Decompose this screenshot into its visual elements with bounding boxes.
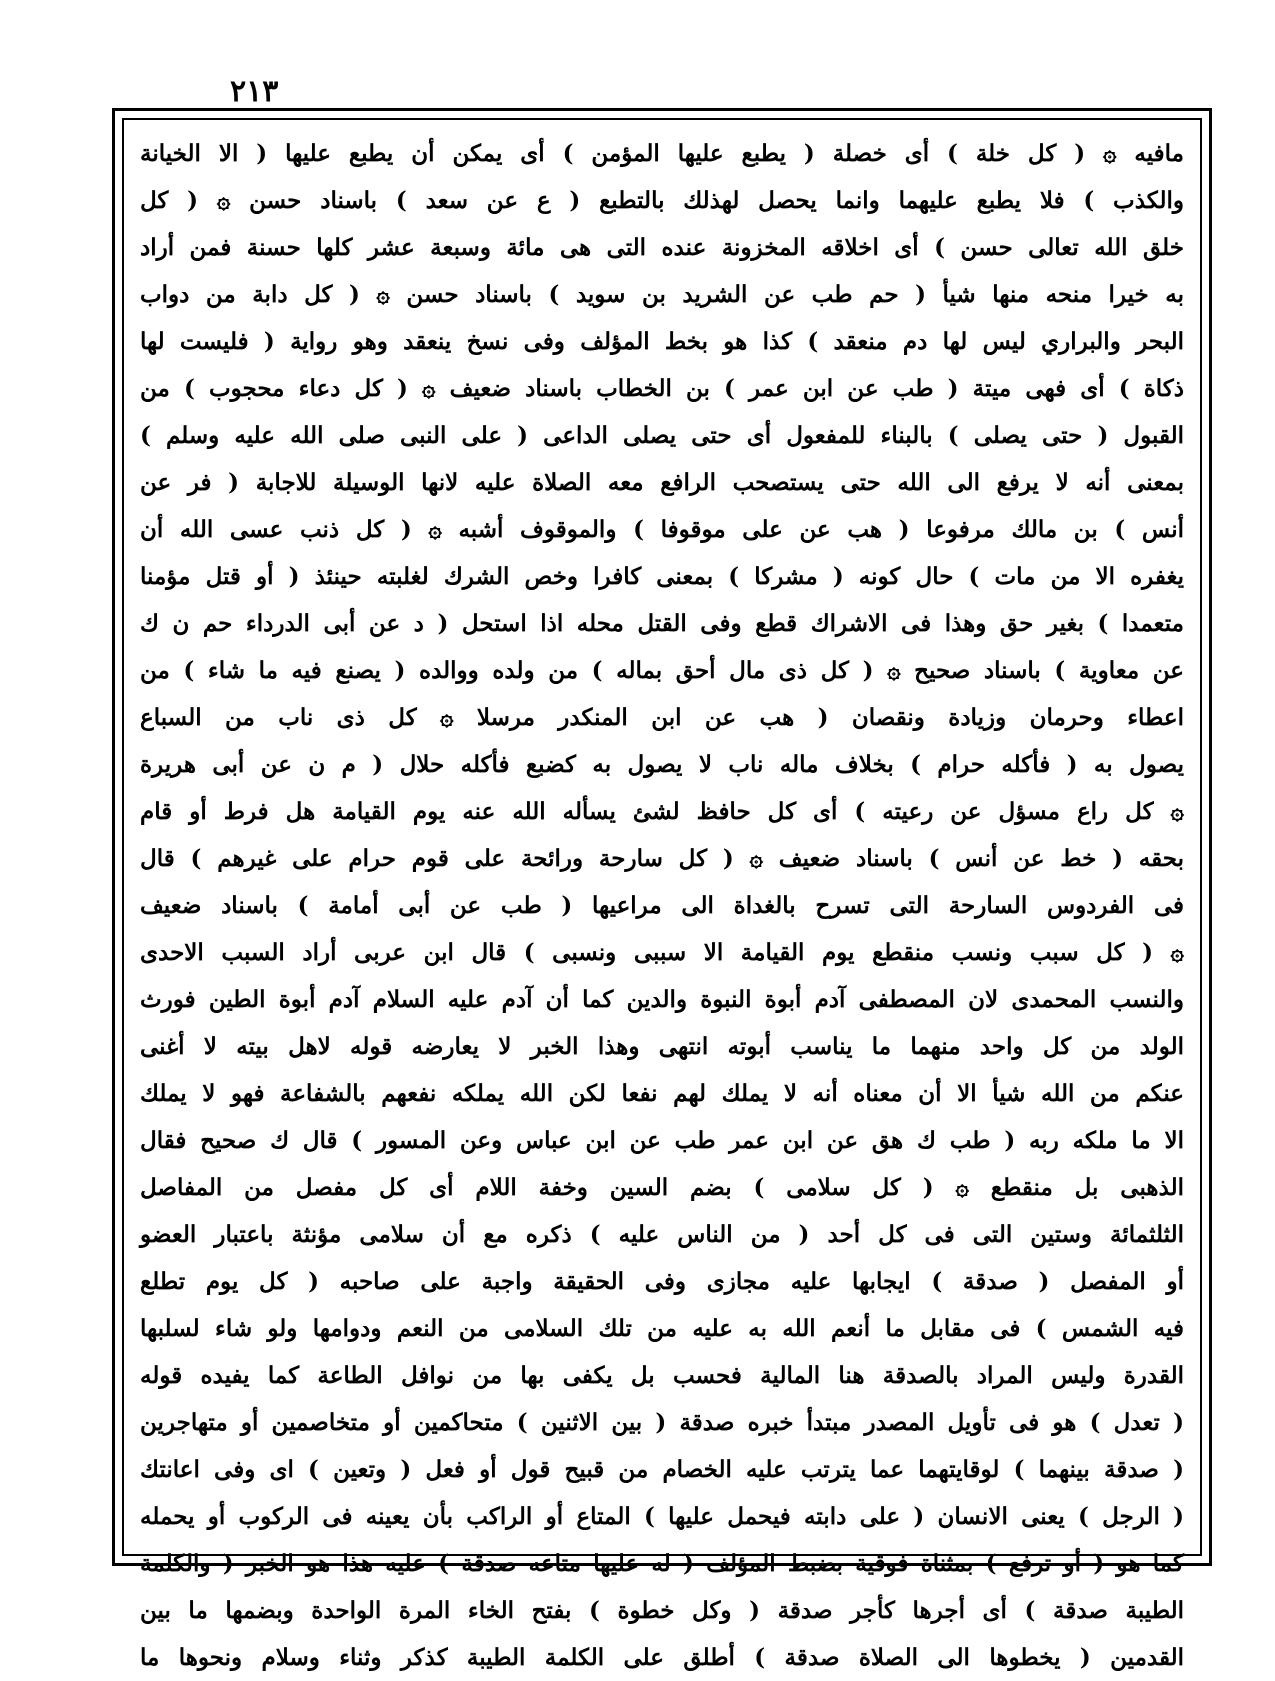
- text-line: مافيه ۞ ( كل خلة ) أى خصلة ( يطبع عليها المؤمن ) أى يمكن أن يطبع عليها ( الا الخيانة: [140, 140, 1184, 167]
- text-block: [140, 130, 1185, 1671]
- page-number: ٢١٣: [230, 74, 279, 109]
- text-line: الطيبة صدقة ) أى أجرها كأجر صدقة ( وكل خطوة ) بفتح الخاء المرة الواحدة وبضمها ما بين: [140, 1597, 1184, 1624]
- text-line: عن معاوية ) باسناد صحيح ۞ ( كل ذى مال أحق بماله ) من ولده ووالده ( يصنع فيه ما شاء ) من: [140, 657, 1184, 684]
- text-line: خلق الله تعالى حسن ) أى اخلاقه المخزونة عنده التى هى مائة وسبعة عشر كلها حسنة فمن أراد: [140, 234, 1184, 261]
- text-line: والنسب المحمدى لان المصطفى آدم أبوة النبوة والدين كما أن آدم عليه السلام آدم أبوة الطين فورث: [140, 986, 1184, 1013]
- text-line: فى الفردوس السارحة التى تسرح بالغداة الى مراعيها ( طب عن أبى أمامة ) باسناد ضعيف: [140, 892, 1184, 919]
- text-line: عنكم من الله شيأ الا أن معناه أنه لا يملك لهم نفعا لكن الله يملكه نفعهم بالشفاعة فهو لا يملك: [140, 1080, 1184, 1107]
- text-line: اعطاء وحرمان وزيادة ونقصان ( هب عن ابن المنكدر مرسلا ۞ كل ذى ناب من السباع: [140, 704, 1184, 731]
- text-line: ( الرجل ) يعنى الانسان ( على دابته فيحمل عليها ) المتاع أو الراكب بأن يعينه فى الركوب أو يحمله: [140, 1503, 1184, 1530]
- text-line: ( تعدل ) هو فى تأويل المصدر مبتدأ خبره صدقة ( بين الاثنين ) متحاكمين أو متخاصمين أو متهاجرين: [140, 1409, 1184, 1436]
- text-line: ۞ كل راع مسؤل عن رعيته ) أى كل حافظ لشئ يسأله الله عنه يوم القيامة هل فرط أو قام: [140, 798, 1184, 825]
- text-line: متعمدا ) بغير حق وهذا فى الاشراك قطع وفى القتل محله اذا استحل ( د عن أبى الدرداء حم ن ك: [140, 610, 1184, 637]
- text-line: يغفره الا من مات ) حال كونه ( مشركا ) بمعنى كافرا وخص الشرك لغلبته حينئذ ( أو قتل مؤمنا: [140, 563, 1184, 590]
- text-line: الذهبى بل منقطع ۞ ( كل سلامى ) بضم السين وخفة اللام أى كل مفصل من المفاصل: [140, 1174, 1184, 1201]
- text-line: والكذب ) فلا يطبع عليهما وانما يحصل لهذلك بالتطبع ( ع عن سعد ) باسناد حسن ۞ ( كل: [140, 187, 1184, 214]
- text-line: أنس ) بن مالك مرفوعا ( هب عن على موقوفا ) والموقوف أشبه ۞ ( كل ذنب عسى الله أن: [140, 516, 1184, 543]
- text-line: أو المفصل ( صدقة ) ايجابها عليه مجازى وفى الحقيقة واجبة على صاحبه ( كل يوم تطلع: [140, 1268, 1184, 1295]
- text-line: الولد من كل واحد منهما ما يناسب أبوته انتهى وهذا الخبر لا يعارضه قوله لاهل بيته لا أغنى: [140, 1033, 1184, 1060]
- text-line: الثلثمائة وستين التى فى كل أحد ( من الناس عليه ) ذكره مع أن سلامى مؤنثة باعتبار العضو: [140, 1221, 1184, 1248]
- text-line: البحر والبراري ليس لها دم منعقد ) كذا هو بخط المؤلف وفى نسخ ينعقد وهو رواية ( فليست لها: [140, 328, 1184, 355]
- text-line: الا ما ملكه ربه ( طب ك هق عن ابن عمر طب عن ابن عباس وعن المسور ) قال ك صحيح فقال: [140, 1127, 1184, 1154]
- text-line: ۞ ( كل سبب ونسب منقطع يوم القيامة الا سببى ونسبى ) قال ابن عربى أراد السبب الاحدى: [140, 939, 1184, 966]
- text-line: به خيرا منحه منها شيأ ( حم طب عن الشريد بن سويد ) باسناد حسن ۞ ( كل دابة من دواب: [140, 281, 1184, 308]
- text-line: ( صدقة بينهما ) لوقايتهما عما يترتب عليه الخصام من قبيح قول أو فعل ( وتعين ) اى وفى اعانتك: [140, 1456, 1184, 1483]
- text-line: بحقه ( خط عن أنس ) باسناد ضعيف ۞ ( كل سارحة ورائحة على قوم حرام على غيرهم ) قال: [140, 845, 1184, 872]
- text-line: القدمين ( يخطوها الى الصلاة صدقة ) أطلق على الكلمة الطيبة كذكر وثناء وسلام ونحوها ما: [140, 1644, 1184, 1671]
- text-line: القدرة وليس المراد بالصدقة هنا المالية فحسب بل يكفى بها من نوافل الطاعة كما يفيده قوله: [140, 1362, 1184, 1389]
- text-line: ذكاة ) أى فهى ميتة ( طب عن ابن عمر ) بن الخطاب باسناد ضعيف ۞ ( كل دعاء محجوب ) من: [140, 375, 1184, 402]
- text-line: فيه الشمس ) فى مقابل ما أنعم الله به عليه من تلك السلامى من النعم ودوامها ولو شاء لسلبها: [140, 1315, 1185, 1342]
- text-line: يصول به ( فأكله حرام ) بخلاف ماله ناب لا يصول به كضبع فأكله حلال ( م ن عن أبى هريرة: [140, 751, 1184, 778]
- text-line: كما هو ( أو ترفع ) بمثناة فوقية بضبط المؤلف ( له عليها متاعه صدقة ) عليه هذا هو الخبر ( والكلمة: [140, 1550, 1184, 1577]
- text-line: القبول ( حتى يصلى ) بالبناء للمفعول أى حتى يصلى الداعى ( على النبى صلى الله عليه وسلم ): [140, 422, 1184, 449]
- text-line: بمعنى أنه لا يرفع الى الله حتى يستصحب الرافع معه الصلاة عليه لانها الوسيلة للاجابة ( فر عن: [140, 469, 1184, 496]
